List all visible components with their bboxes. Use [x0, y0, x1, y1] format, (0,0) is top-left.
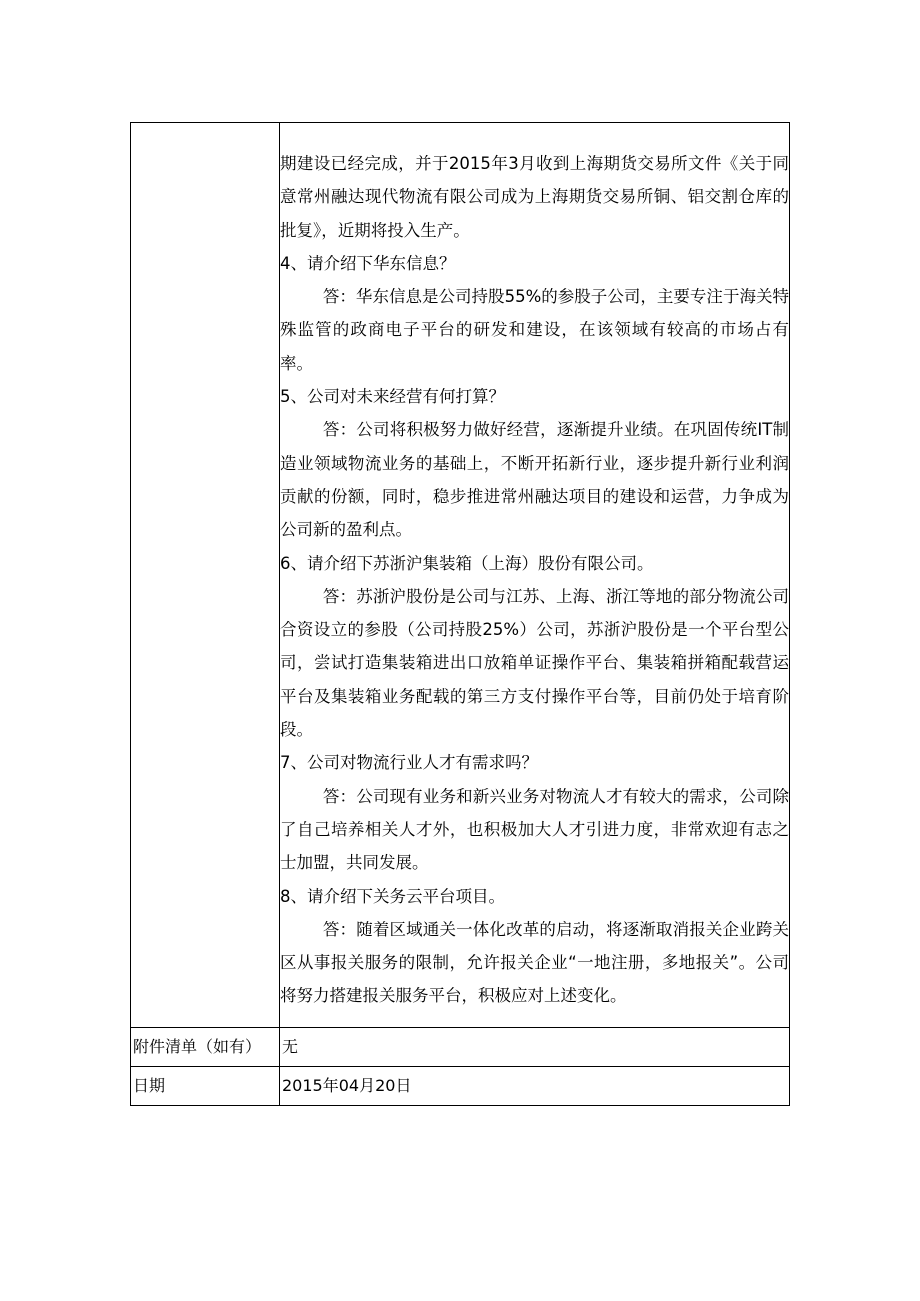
- question-4: 4、请介绍下华东信息？: [280, 253, 456, 273]
- content-label-cell: [131, 123, 280, 1028]
- content-cell: [280, 123, 790, 1028]
- content-row: [131, 123, 790, 1028]
- attachments-value: 无: [282, 1036, 299, 1056]
- date-value: 2015年04月20日: [282, 1075, 412, 1095]
- attachments-label: 附件清单（如有）: [133, 1036, 262, 1056]
- date-label-cell: [131, 1066, 280, 1105]
- answer-6: 答：苏浙沪股份是公司与江苏、上海、浙江等地的部分物流公司合资设立的参股（公司持股25%）公司，苏浙沪股份是一个平台型公司，尝试打造集装箱进出口放箱单证操作平台、集装箱拼箱配载营运平台及集装箱业务配载的第三方支付操作平台等，目前仍处于培育阶段。: [280, 586, 789, 740]
- answer-7: 答：公司现有业务和新兴业务对物流人才有较大的需求，公司除了自己培养相关人才外，也积极加大人才引进力度，非常欢迎有志之士加盟，共同发展。: [280, 786, 789, 873]
- attachments-label-cell: [131, 1027, 280, 1066]
- question-7: 7、公司对物流行业人才有需求吗？: [280, 753, 538, 773]
- answer-5: 答：公司将积极努力做好经营，逐渐提升业绩。在巩固传统IT制造业领域物流业务的基础上，不断开拓新行业，逐步提升新行业利润贡献的份额，同时，稳步推进常州融达项目的建设和运营，力争成为公司新的盈利点。: [280, 420, 789, 540]
- continuation-paragraph: 期建设已经完成，并于2015年3月收到上海期货交易所文件《关于同意常州融达现代物流有限公司成为上海期货交易所铜、铝交割仓库的批复》，近期将投入生产。: [280, 154, 789, 240]
- date-value-cell: [280, 1066, 790, 1105]
- qa-content: [280, 123, 789, 1027]
- answer-8: 答：随着区域通关一体化改革的启动，将逐渐取消报关企业跨关区从事报关服务的限制，允许报关企业“一地注册，多地报关”。公司将努力搭建报关服务平台，积极应对上述变化。: [280, 919, 789, 1006]
- attachments-value-cell: [280, 1027, 790, 1066]
- date-label: 日期: [133, 1075, 166, 1095]
- question-8: 8、请介绍下关务云平台项目。: [280, 886, 505, 906]
- question-5: 5、公司对未来经营有何打算？: [280, 387, 505, 407]
- attachments-row: [131, 1027, 790, 1066]
- date-row: [131, 1066, 790, 1105]
- question-6: 6、请介绍下苏浙沪集装箱（上海）股份有限公司。: [280, 553, 654, 573]
- record-table: [130, 122, 790, 1106]
- answer-4: 答：华东信息是公司持股55%的参股子公司，主要专注于海关特殊监管的政商电子平台的研发和建设，在该领域有较高的市场占有率。: [280, 287, 789, 373]
